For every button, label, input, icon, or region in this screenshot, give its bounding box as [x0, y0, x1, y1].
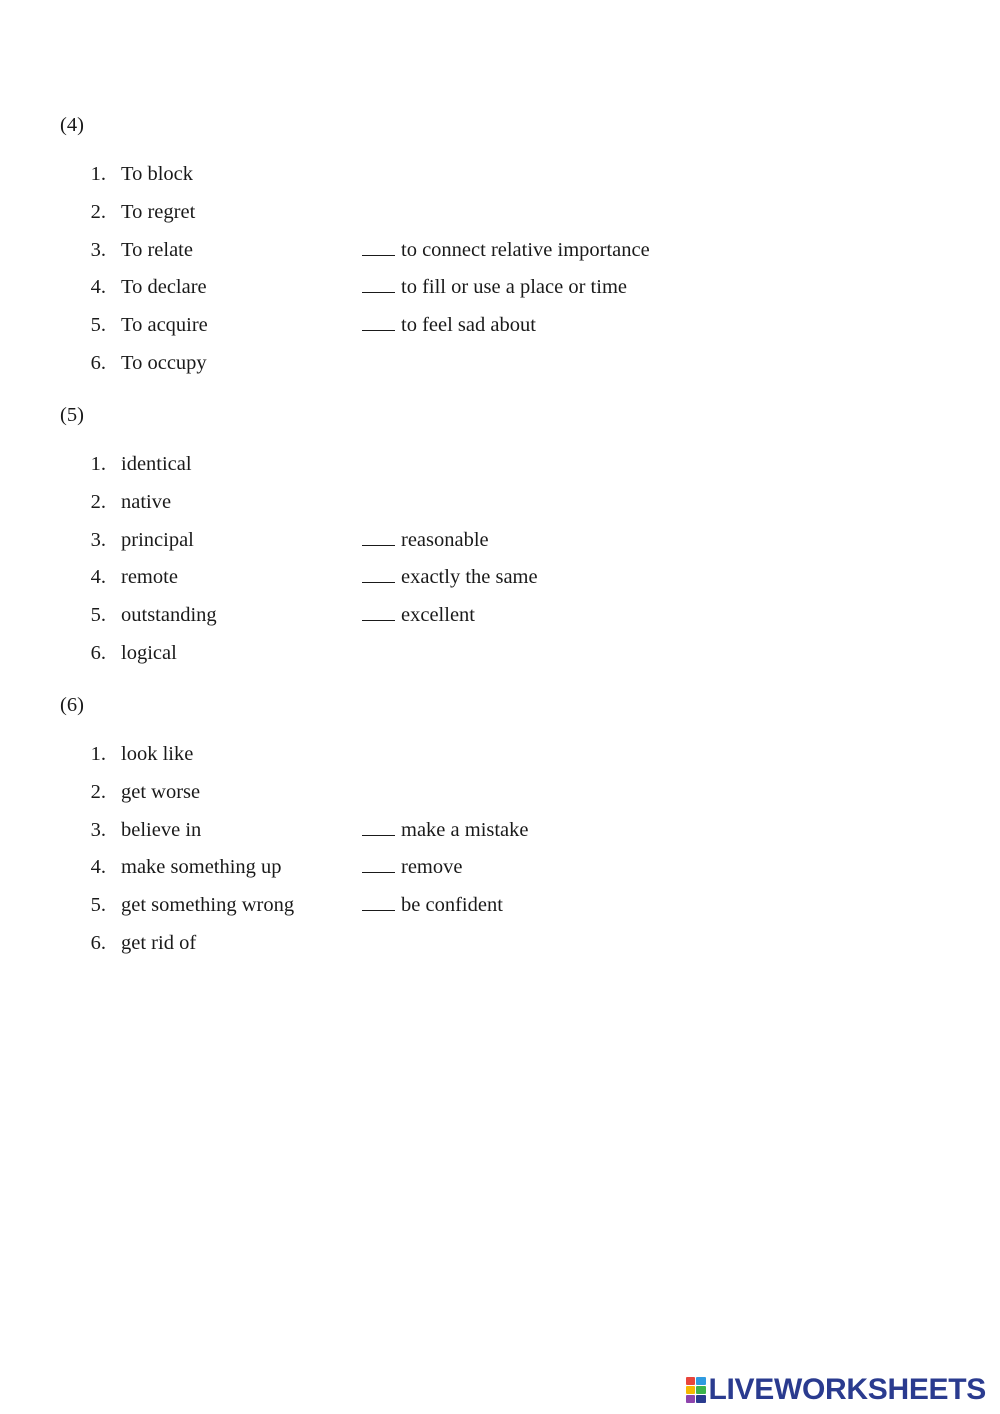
item-number: 1. — [90, 163, 106, 185]
list-item — [0, 239, 1000, 265]
definition-text: to fill or use a place or time — [401, 276, 627, 298]
definition-text: make a mistake — [401, 819, 529, 841]
list-item — [0, 352, 1000, 378]
definition-option — [362, 894, 503, 917]
item-number: 3. — [90, 239, 106, 261]
item-number: 1. — [90, 453, 106, 475]
item-word: To block — [121, 163, 194, 185]
definition-option — [362, 276, 627, 299]
liveworksheets-logo-icon — [686, 1377, 706, 1403]
item-number: 3. — [90, 819, 106, 841]
definition-text: to feel sad about — [401, 314, 536, 336]
logo-tile — [686, 1386, 696, 1394]
list-item — [0, 894, 1000, 920]
definition-text: to connect relative importance — [401, 239, 650, 261]
item-number: 1. — [90, 743, 106, 765]
item-word: To relate — [121, 239, 193, 261]
item-word: native — [121, 491, 172, 513]
list-item — [0, 163, 1000, 189]
definition-option — [362, 604, 475, 627]
definition-text: reasonable — [401, 529, 489, 551]
item-number: 5. — [90, 314, 106, 336]
answer-blank[interactable] — [362, 529, 395, 546]
definition-option — [362, 819, 529, 842]
item-word: To acquire — [121, 314, 208, 336]
answer-blank[interactable] — [362, 566, 395, 583]
item-word: believe in — [121, 819, 202, 841]
item-number: 5. — [90, 894, 106, 916]
definition-text: excellent — [401, 604, 475, 626]
answer-blank[interactable] — [362, 604, 395, 621]
item-word: remote — [121, 566, 178, 588]
item-number: 4. — [90, 856, 106, 878]
item-number: 6. — [90, 352, 106, 374]
list-item — [0, 856, 1000, 882]
item-word: To declare — [121, 276, 207, 298]
section-label: (6) — [60, 694, 84, 716]
answer-blank[interactable] — [362, 856, 395, 873]
item-number: 2. — [90, 491, 106, 513]
logo-tile — [696, 1395, 706, 1403]
item-number: 3. — [90, 529, 106, 551]
list-item — [0, 491, 1000, 517]
logo-tile — [686, 1377, 696, 1385]
section-label: (5) — [60, 404, 84, 426]
definition-text: be confident — [401, 894, 503, 916]
item-word: get something wrong — [121, 894, 295, 916]
definition-option — [362, 856, 462, 879]
item-word: identical — [121, 453, 192, 475]
list-item — [0, 604, 1000, 630]
logo-tile — [686, 1395, 696, 1403]
list-item — [0, 453, 1000, 479]
item-number: 6. — [90, 932, 106, 954]
answer-blank[interactable] — [362, 894, 395, 911]
section-label: (4) — [60, 114, 84, 136]
item-word: get rid of — [121, 932, 197, 954]
definition-option — [362, 566, 538, 589]
answer-blank[interactable] — [362, 276, 395, 293]
logo-tile — [696, 1377, 706, 1385]
item-number: 2. — [90, 201, 106, 223]
answer-blank[interactable] — [362, 239, 395, 256]
list-item — [0, 529, 1000, 555]
item-number: 4. — [90, 566, 106, 588]
list-item — [0, 566, 1000, 592]
definition-text: exactly the same — [401, 566, 538, 588]
item-word: To occupy — [121, 352, 207, 374]
item-word: outstanding — [121, 604, 217, 626]
definition-text: remove — [401, 856, 463, 878]
answer-blank[interactable] — [362, 314, 395, 331]
list-item — [0, 276, 1000, 302]
item-word: make something up — [121, 856, 282, 878]
definition-option — [362, 239, 650, 262]
list-item — [0, 642, 1000, 668]
list-item — [0, 819, 1000, 845]
list-item — [0, 781, 1000, 807]
logo-text: LIVEWORKSHEETS — [708, 1373, 986, 1406]
list-item — [0, 201, 1000, 227]
list-item — [0, 743, 1000, 769]
definition-option — [362, 529, 489, 552]
item-number: 4. — [90, 276, 106, 298]
item-word: look like — [121, 743, 194, 765]
item-number: 6. — [90, 642, 106, 664]
item-number: 5. — [90, 604, 106, 626]
item-number: 2. — [90, 781, 106, 803]
list-item — [0, 314, 1000, 340]
liveworksheets-logo — [686, 1372, 987, 1408]
definition-option — [362, 314, 536, 337]
item-word: To regret — [121, 201, 196, 223]
item-word: get worse — [121, 781, 201, 803]
list-item — [0, 932, 1000, 958]
answer-blank[interactable] — [362, 819, 395, 836]
item-word: principal — [121, 529, 194, 551]
logo-tile — [696, 1386, 706, 1394]
item-word: logical — [121, 642, 177, 664]
